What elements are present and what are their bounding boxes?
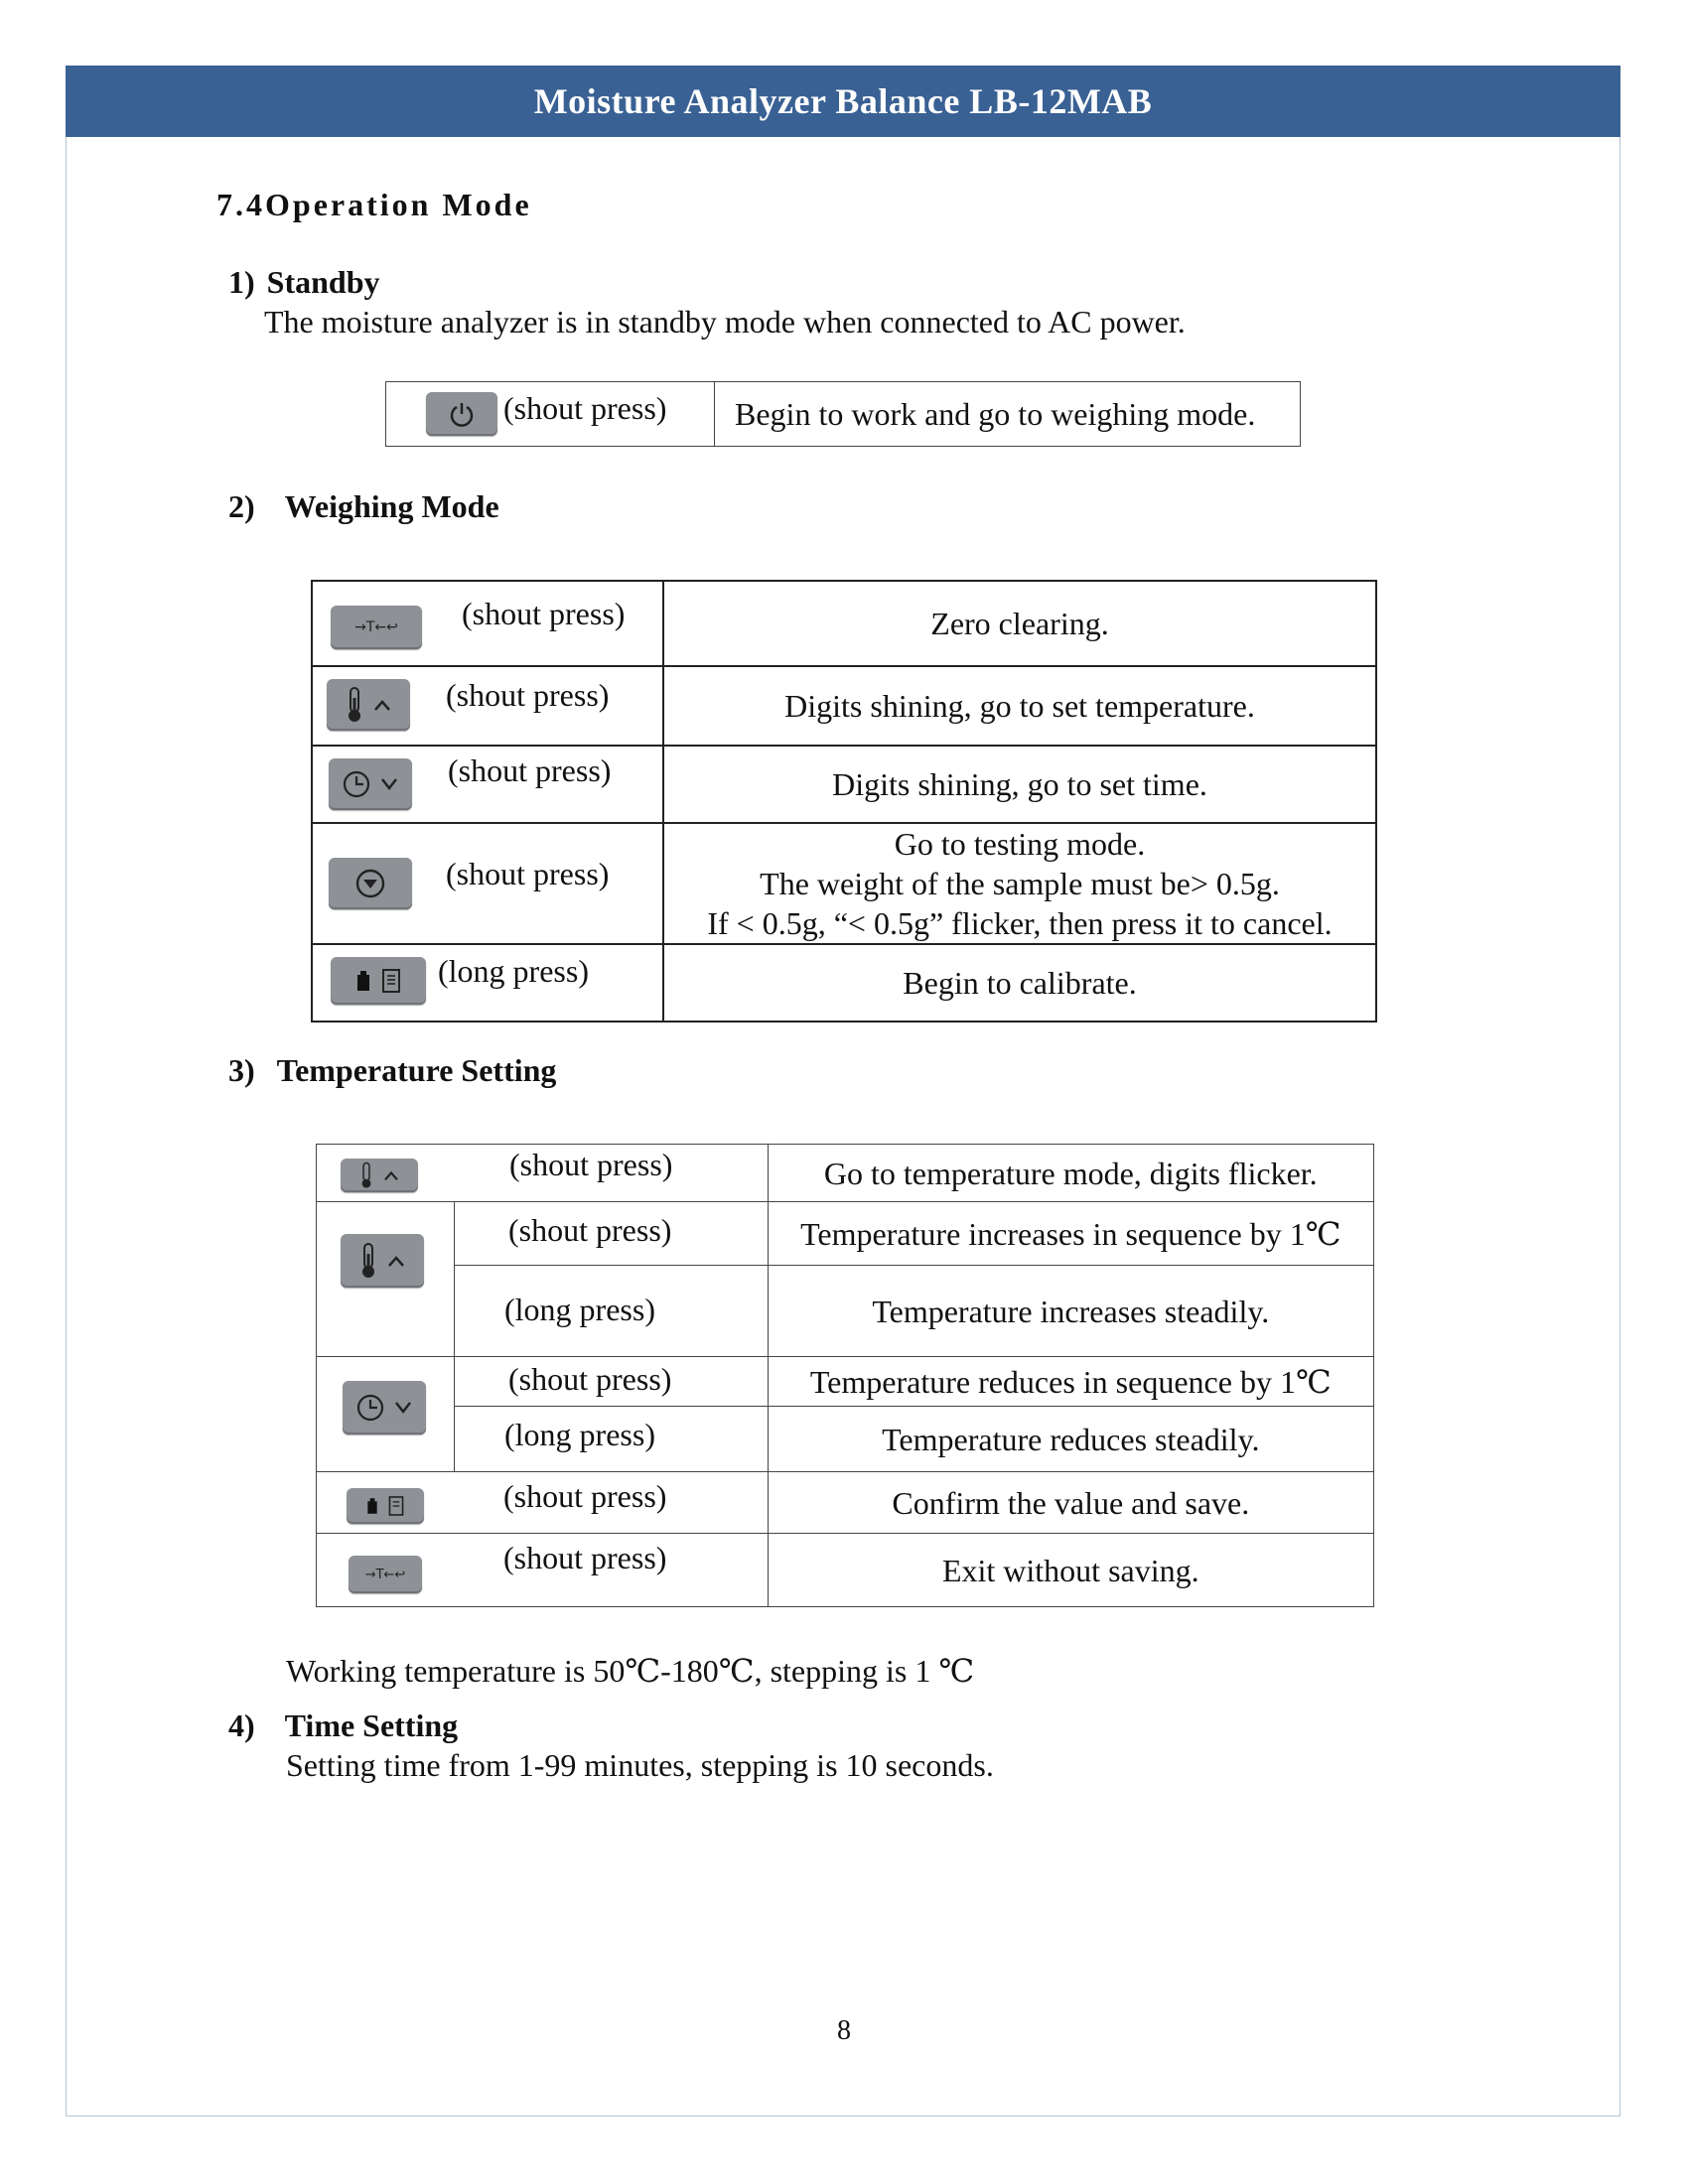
table-row: [312, 944, 1376, 1022]
weighing-key-cell: [312, 581, 663, 666]
page-header-title: Moisture Analyzer Balance LB-12MAB: [66, 66, 1620, 137]
table-row: [317, 1407, 1374, 1472]
table-row: [312, 581, 1376, 666]
table-row: [317, 1145, 1374, 1202]
time-heading-text: Time Setting: [284, 1707, 459, 1743]
standby-heading-text: Standby: [266, 264, 380, 300]
temperature-press-label: (long press): [504, 1417, 655, 1452]
standby-key-cell: [386, 382, 715, 447]
table-row: [317, 1357, 1374, 1407]
weighing-desc: Begin to calibrate.: [663, 944, 1376, 1022]
power-icon: [426, 392, 497, 436]
temperature-key-cell: [317, 1472, 769, 1534]
page-frame: [66, 66, 1620, 2116]
weighing-press-label: (shout press): [446, 677, 610, 713]
temperature-desc: Go to temperature mode, digits flicker.: [768, 1145, 1373, 1202]
table-row: [317, 1266, 1374, 1357]
time-text: Setting time from 1-99 minutes, stepping is 10 seconds.: [286, 1747, 994, 1783]
temperature-heading-num: 3): [228, 1052, 255, 1088]
standby-heading-num: 1): [228, 264, 255, 300]
thermometer-up-icon: [341, 1234, 424, 1288]
temperature-press-cell: [455, 1202, 769, 1266]
thermometer-up-icon: [341, 1159, 418, 1192]
weighing-desc-multiline: [663, 823, 1376, 944]
table-row: [312, 746, 1376, 823]
time-heading: [228, 1707, 458, 1744]
weighing-key-cell: [312, 746, 663, 823]
temperature-press-cell: [455, 1266, 769, 1357]
time-heading-num: 4): [228, 1707, 255, 1743]
standby-text: The moisture analyzer is in standby mode when connected to AC power.: [264, 304, 1186, 340]
page-number: 8: [837, 2015, 851, 2046]
weighing-desc-line: If < 0.5g, “< 0.5g” flicker, then press it to cancel.: [707, 905, 1333, 941]
standby-heading: [228, 264, 380, 301]
weighing-key-cell: [312, 944, 663, 1022]
weighing-desc: Zero clearing.: [663, 581, 1376, 666]
weighing-key-cell: [312, 823, 663, 944]
temperature-press-label: (shout press): [503, 1478, 667, 1514]
temperature-heading: [228, 1052, 556, 1089]
temperature-desc: Temperature increases in sequence by 1℃: [768, 1202, 1373, 1266]
weighing-press-label: (shout press): [446, 856, 610, 891]
table-row: [312, 823, 1376, 944]
weighing-desc-line: Go to testing mode.: [894, 826, 1146, 862]
temperature-desc: Confirm the value and save.: [768, 1472, 1373, 1534]
temperature-press-label: (long press): [504, 1292, 655, 1327]
weighing-key-cell: [312, 666, 663, 746]
table-row: [317, 1534, 1374, 1607]
temperature-desc: Exit without saving.: [768, 1534, 1373, 1607]
temperature-key-cell: [317, 1145, 769, 1202]
weighing-press-label: (long press): [438, 953, 589, 989]
weighing-table: [311, 580, 1377, 1023]
thermometer-up-icon: [327, 679, 410, 731]
temperature-down-key-cell: [317, 1357, 455, 1472]
weighing-desc-line: The weight of the sample must be> 0.5g.: [760, 866, 1280, 901]
table-row: [312, 666, 1376, 746]
weighing-heading: [228, 488, 499, 525]
temperature-key-cell: [317, 1534, 769, 1607]
temperature-press-label: (shout press): [508, 1212, 672, 1248]
standby-table: [385, 381, 1301, 447]
temperature-heading-text: Temperature Setting: [276, 1052, 557, 1088]
standby-desc: Begin to work and go to weighing mode.: [715, 382, 1301, 447]
start-test-icon: [329, 858, 412, 909]
calibrate-save-icon: [331, 957, 426, 1005]
section-title-text: Operation Mode: [265, 187, 532, 222]
section-number: 7.4: [216, 187, 265, 222]
temperature-press-label: (shout press): [503, 1540, 667, 1575]
table-row: [386, 382, 1301, 447]
standby-press-label: (shout press): [503, 390, 667, 426]
clock-down-icon: [329, 758, 412, 810]
temperature-press-cell: [455, 1407, 769, 1472]
weighing-press-label: (shout press): [462, 596, 626, 631]
temperature-table: [316, 1144, 1374, 1607]
calibrate-save-icon: [347, 1488, 424, 1524]
temperature-up-key-cell: [317, 1202, 455, 1357]
temperature-desc: Temperature increases steadily.: [768, 1266, 1373, 1357]
weighing-desc: Digits shining, go to set time.: [663, 746, 1376, 823]
tare-zero-icon: →T←↩: [331, 606, 422, 649]
table-row: [317, 1202, 1374, 1266]
temperature-press-cell: [455, 1357, 769, 1407]
temperature-desc: Temperature reduces in sequence by 1℃: [768, 1357, 1373, 1407]
weighing-desc: Digits shining, go to set temperature.: [663, 666, 1376, 746]
clock-down-icon: [343, 1381, 426, 1434]
temperature-press-label: (shout press): [508, 1361, 672, 1397]
weighing-heading-num: 2): [228, 488, 255, 524]
section-title: [216, 187, 532, 223]
temperature-note: Working temperature is 50℃-180℃, stepping is 1 ℃: [286, 1653, 975, 1689]
tare-zero-icon: →T←↩: [349, 1556, 422, 1593]
weighing-press-label: (shout press): [448, 752, 612, 788]
temperature-desc: Temperature reduces steadily.: [768, 1407, 1373, 1472]
weighing-heading-text: Weighing Mode: [284, 488, 499, 524]
table-row: [317, 1472, 1374, 1534]
temperature-press-label: (shout press): [509, 1147, 673, 1182]
